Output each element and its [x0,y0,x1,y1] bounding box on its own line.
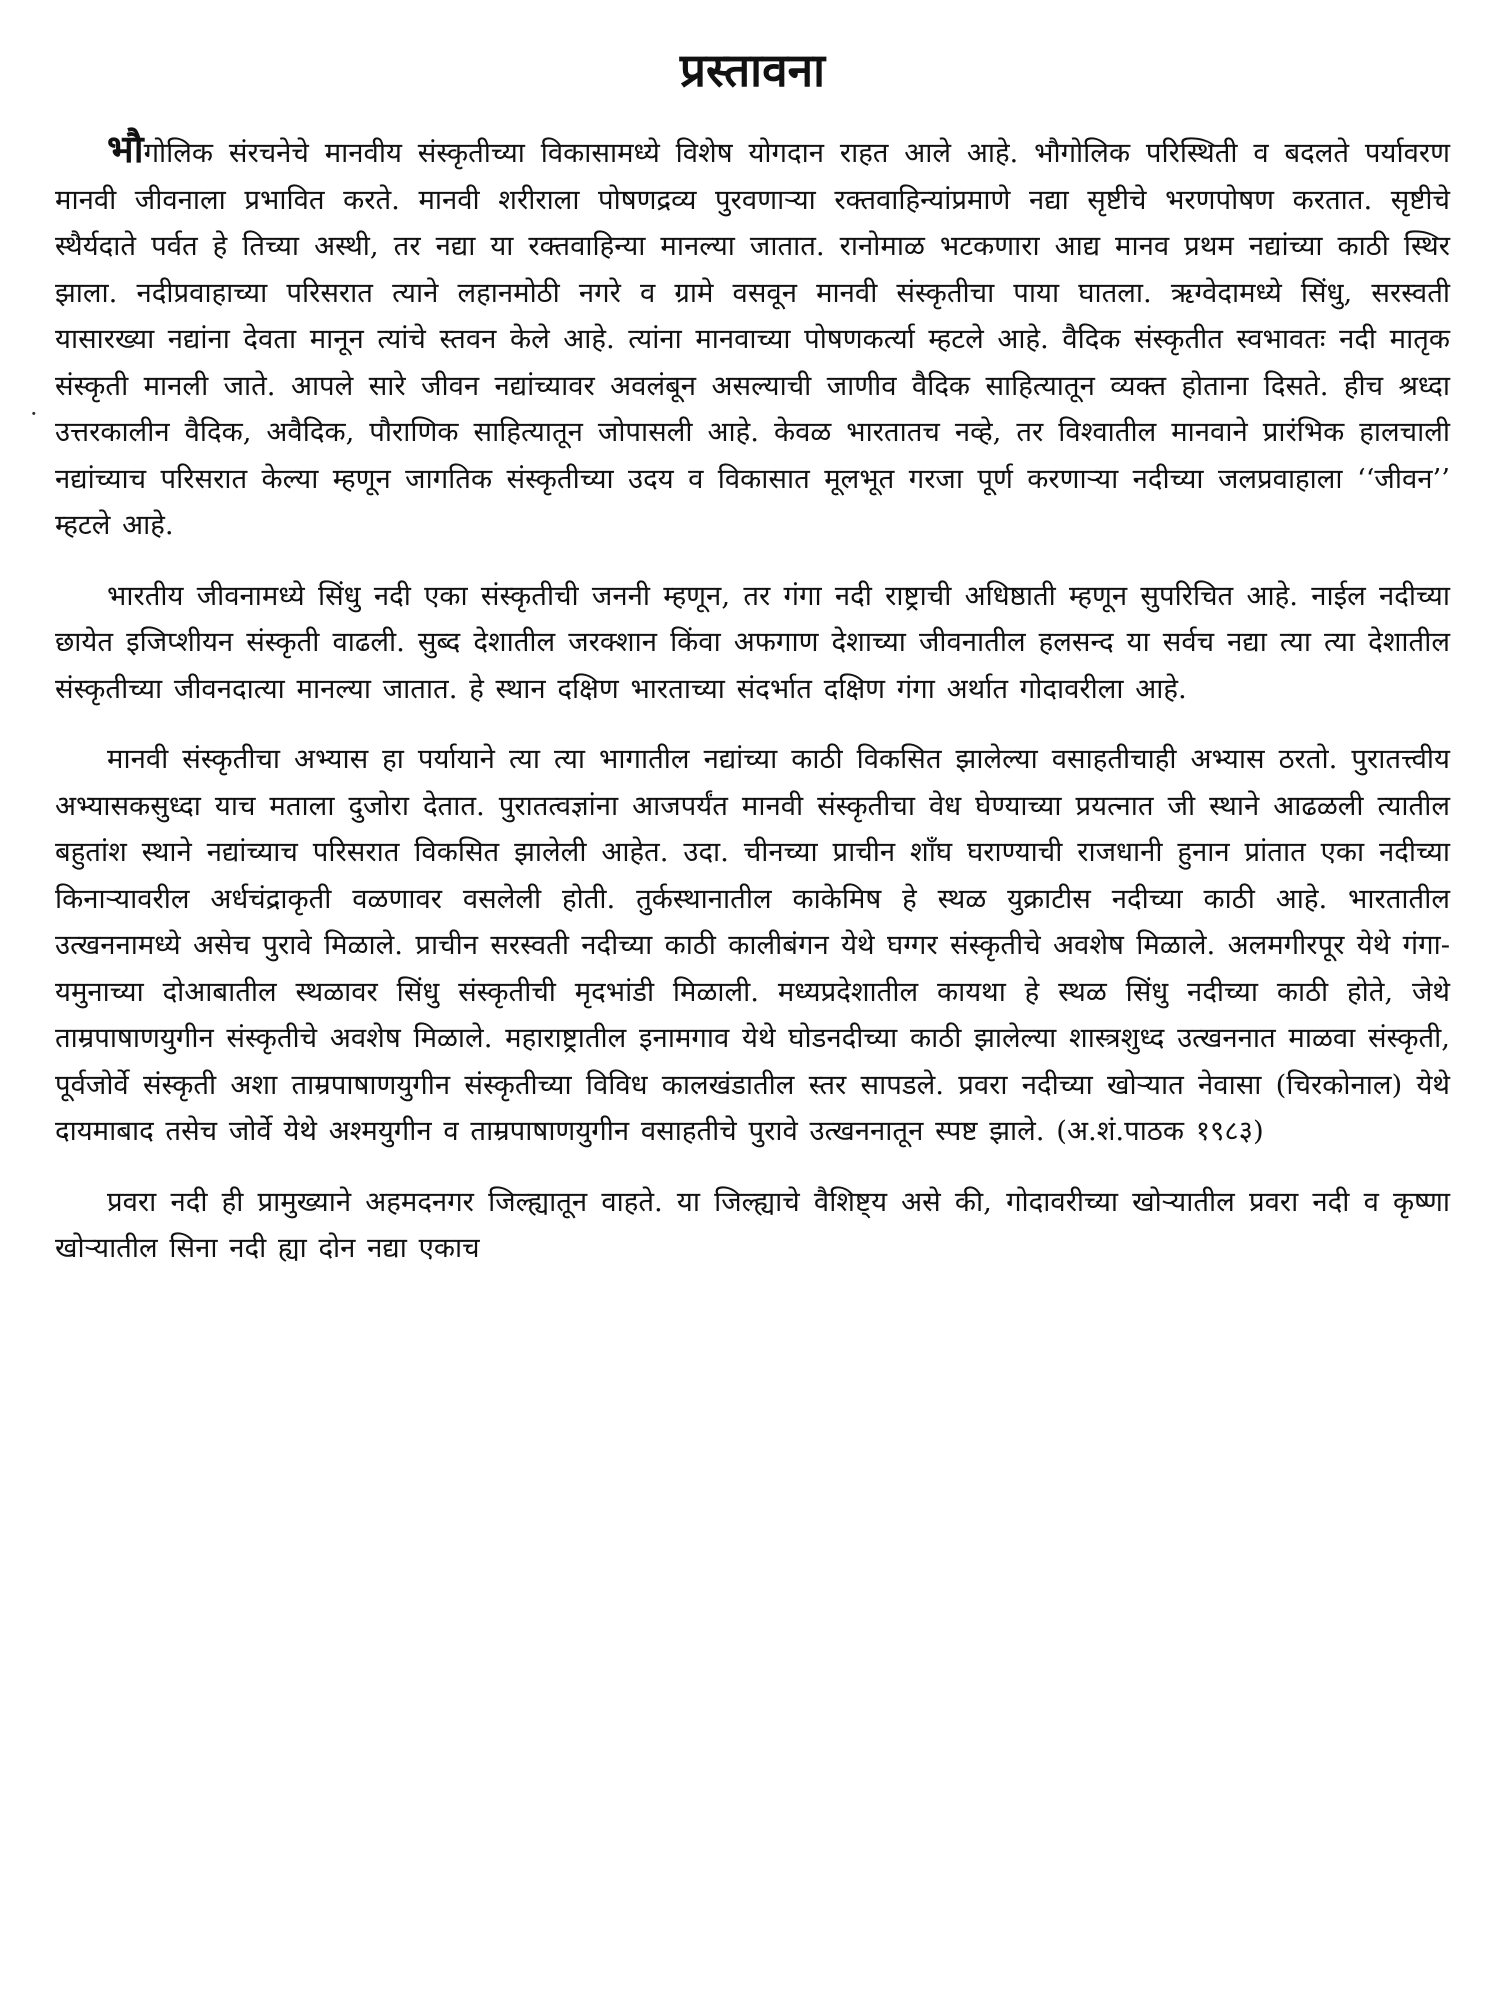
page-title: प्रस्तावना [679,43,826,97]
paragraph-4: प्रवरा नदी ही प्रामुख्याने अहमदनगर जिल्ह्यातून वाहते. या जिल्ह्याचे वैशिष्ट्य असे की, गोदावरीच्या खोऱ्यातील प्रवरा नदी व कृष्णा खोऱ्यातील सिना नदी ह्या दोन नद्या एकाच [55,1185,1450,1264]
paragraph-2: भारतीय जीवनामध्ये सिंधु नदी एका संस्कृतीची जननी म्हणून, तर गंगा नदी राष्ट्राची अधिष्ठाती म्हणून सुपरिचित आहे. नाईल नदीच्या छायेत इजिप्शीयन संस्कृती वाढली. सुब्द देशातील जरक्शान किंवा अफगाण देशाच्या जीवनातील हलसन्द या सर्वच नद्या त्या त्या देशातील संस्कृतीच्या जीवनदात्या मानल्या जातात. हे स्थान दक्षिण भारताच्या संदर्भात दक्षिण गंगा अर्थात गोदावरीला आहे. [55,579,1450,705]
document-page [55,40,1450,1960]
paragraph-1 [55,126,1450,549]
paragraph-1-text: गोलिक संरचनेचे मानवीय संस्कृतीच्या विकासामध्ये विशेष योगदान राहत आले आहे. भौगोलिक परिस्थिती व बदलते पर्यावरण मानवी जीवनाला प्रभावित करते. मानवी शरीराला पोषणद्रव्य पुरवणाऱ्या रक्तवाहिन्यांप्रमाणे नद्या सृष्टीचे भरणपोषण करतात. सृष्टीचे स्थैर्यदाते पर्वत हे तिच्या अस्थी, तर नद्या या रक्तवाहिन्या मानल्या जातात. रानोमाळ भटकणारा आद्य मानव प्रथम नद्यांच्या काठी स्थिर झाला. नदीप्रवाहाच्या परिसरात त्याने लहानमोठी नगरे व ग्रामे वसवून मानवी संस्कृतीचा पाया घातला. ऋग्वेदामध्ये सिंधु, सरस्वती यासारख्या नद्यांना देवता मानून त्यांचे स्तवन केले आहे. त्यांना मानवाच्या पोषणकर्त्या म्हटले आहे. वैदिक संस्कृतीत स्वभावतः नदी मातृक संस्कृती मानली जाते. आपले सारे जीवन नद्यांच्यावर अवलंबून असल्याची जाणीव वैदिक साहित्यातून व्यक्त होताना दिसते. हीच श्रध्दा उत्तरकालीन वैदिक, अवैदिक, पौराणिक साहित्यातून जोपासली आहे. केवळ भारतातच नव्हे, तर विश्वातील मानवाने प्रारंभिक हालचाली नद्यांच्याच परिसरात केल्या म्हणून जागतिक संस्कृतीच्या उदय व विकासात मूलभूत गरजा पूर्ण करणाऱ्या नदीच्या जलप्रवाहाला ‘‘जीवन’’ म्हटले आहे. [55,137,1450,541]
margin-dot: · [30,400,38,428]
paragraph-3: मानवी संस्कृतीचा अभ्यास हा पर्यायाने त्या त्या भागातील नद्यांच्या काठी विकसित झालेल्या वसाहतीचाही अभ्यास ठरतो. पुरातत्त्वीय अभ्यासकसुध्दा याच मताला दुजोरा देतात. पुरातत्वज्ञांना आजपर्यंत मानवी संस्कृतीचा वेध घेण्याच्या प्रयत्नात जी स्थाने आढळली त्यातील बहुतांश स्थाने नद्यांच्याच परिसरात विकसित झालेली आहेत. उदा. चीनच्या प्राचीन शाँघ घराण्याची राजधानी हुनान प्रांतात एका नदीच्या किनाऱ्यावरील अर्धचंद्राकृती वळणावर वसलेली होती. तुर्कस्थानातील काकेमिष हे स्थळ युक्राटीस नदीच्या काठी आहे. भारतातील उत्खननामध्ये असेच पुरावे मिळाले. प्राचीन सरस्वती नदीच्या काठी कालीबंगन येथे घग्गर संस्कृतीचे अवशेष मिळाले. अलमगीरपूर येथे गंगा-यमुनाच्या दोआबातील स्थळावर सिंधु संस्कृतीची मृदभांडी मिळाली. मध्यप्रदेशातील कायथा हे स्थळ सिंधु नदीच्या काठी होते, जेथे ताम्रपाषाणयुगीन संस्कृतीचे अवशेष मिळाले. महाराष्ट्रातील इनामगाव येथे घोडनदीच्या काठी झालेल्या शास्त्रशुध्द उत्खननात माळवा संस्कृती, पूर्वजोर्वे संस्कृती अशा ताम्रपाषाणयुगीन संस्कृतीच्या विविध कालखंडातील स्तर सापडले. प्रवरा नदीच्या खोऱ्यात नेवासा (चिरकोनाल) येथे दायमाबाद तसेच जोर्वे येथे अश्मयुगीन व ताम्रपाषाणयुगीन वसाहतीचे पुरावे उत्खननातून स्पष्ट झाले. (अ.शं.पाठक १९८३) [55,743,1450,1147]
drop-cap: भौ [107,126,144,171]
